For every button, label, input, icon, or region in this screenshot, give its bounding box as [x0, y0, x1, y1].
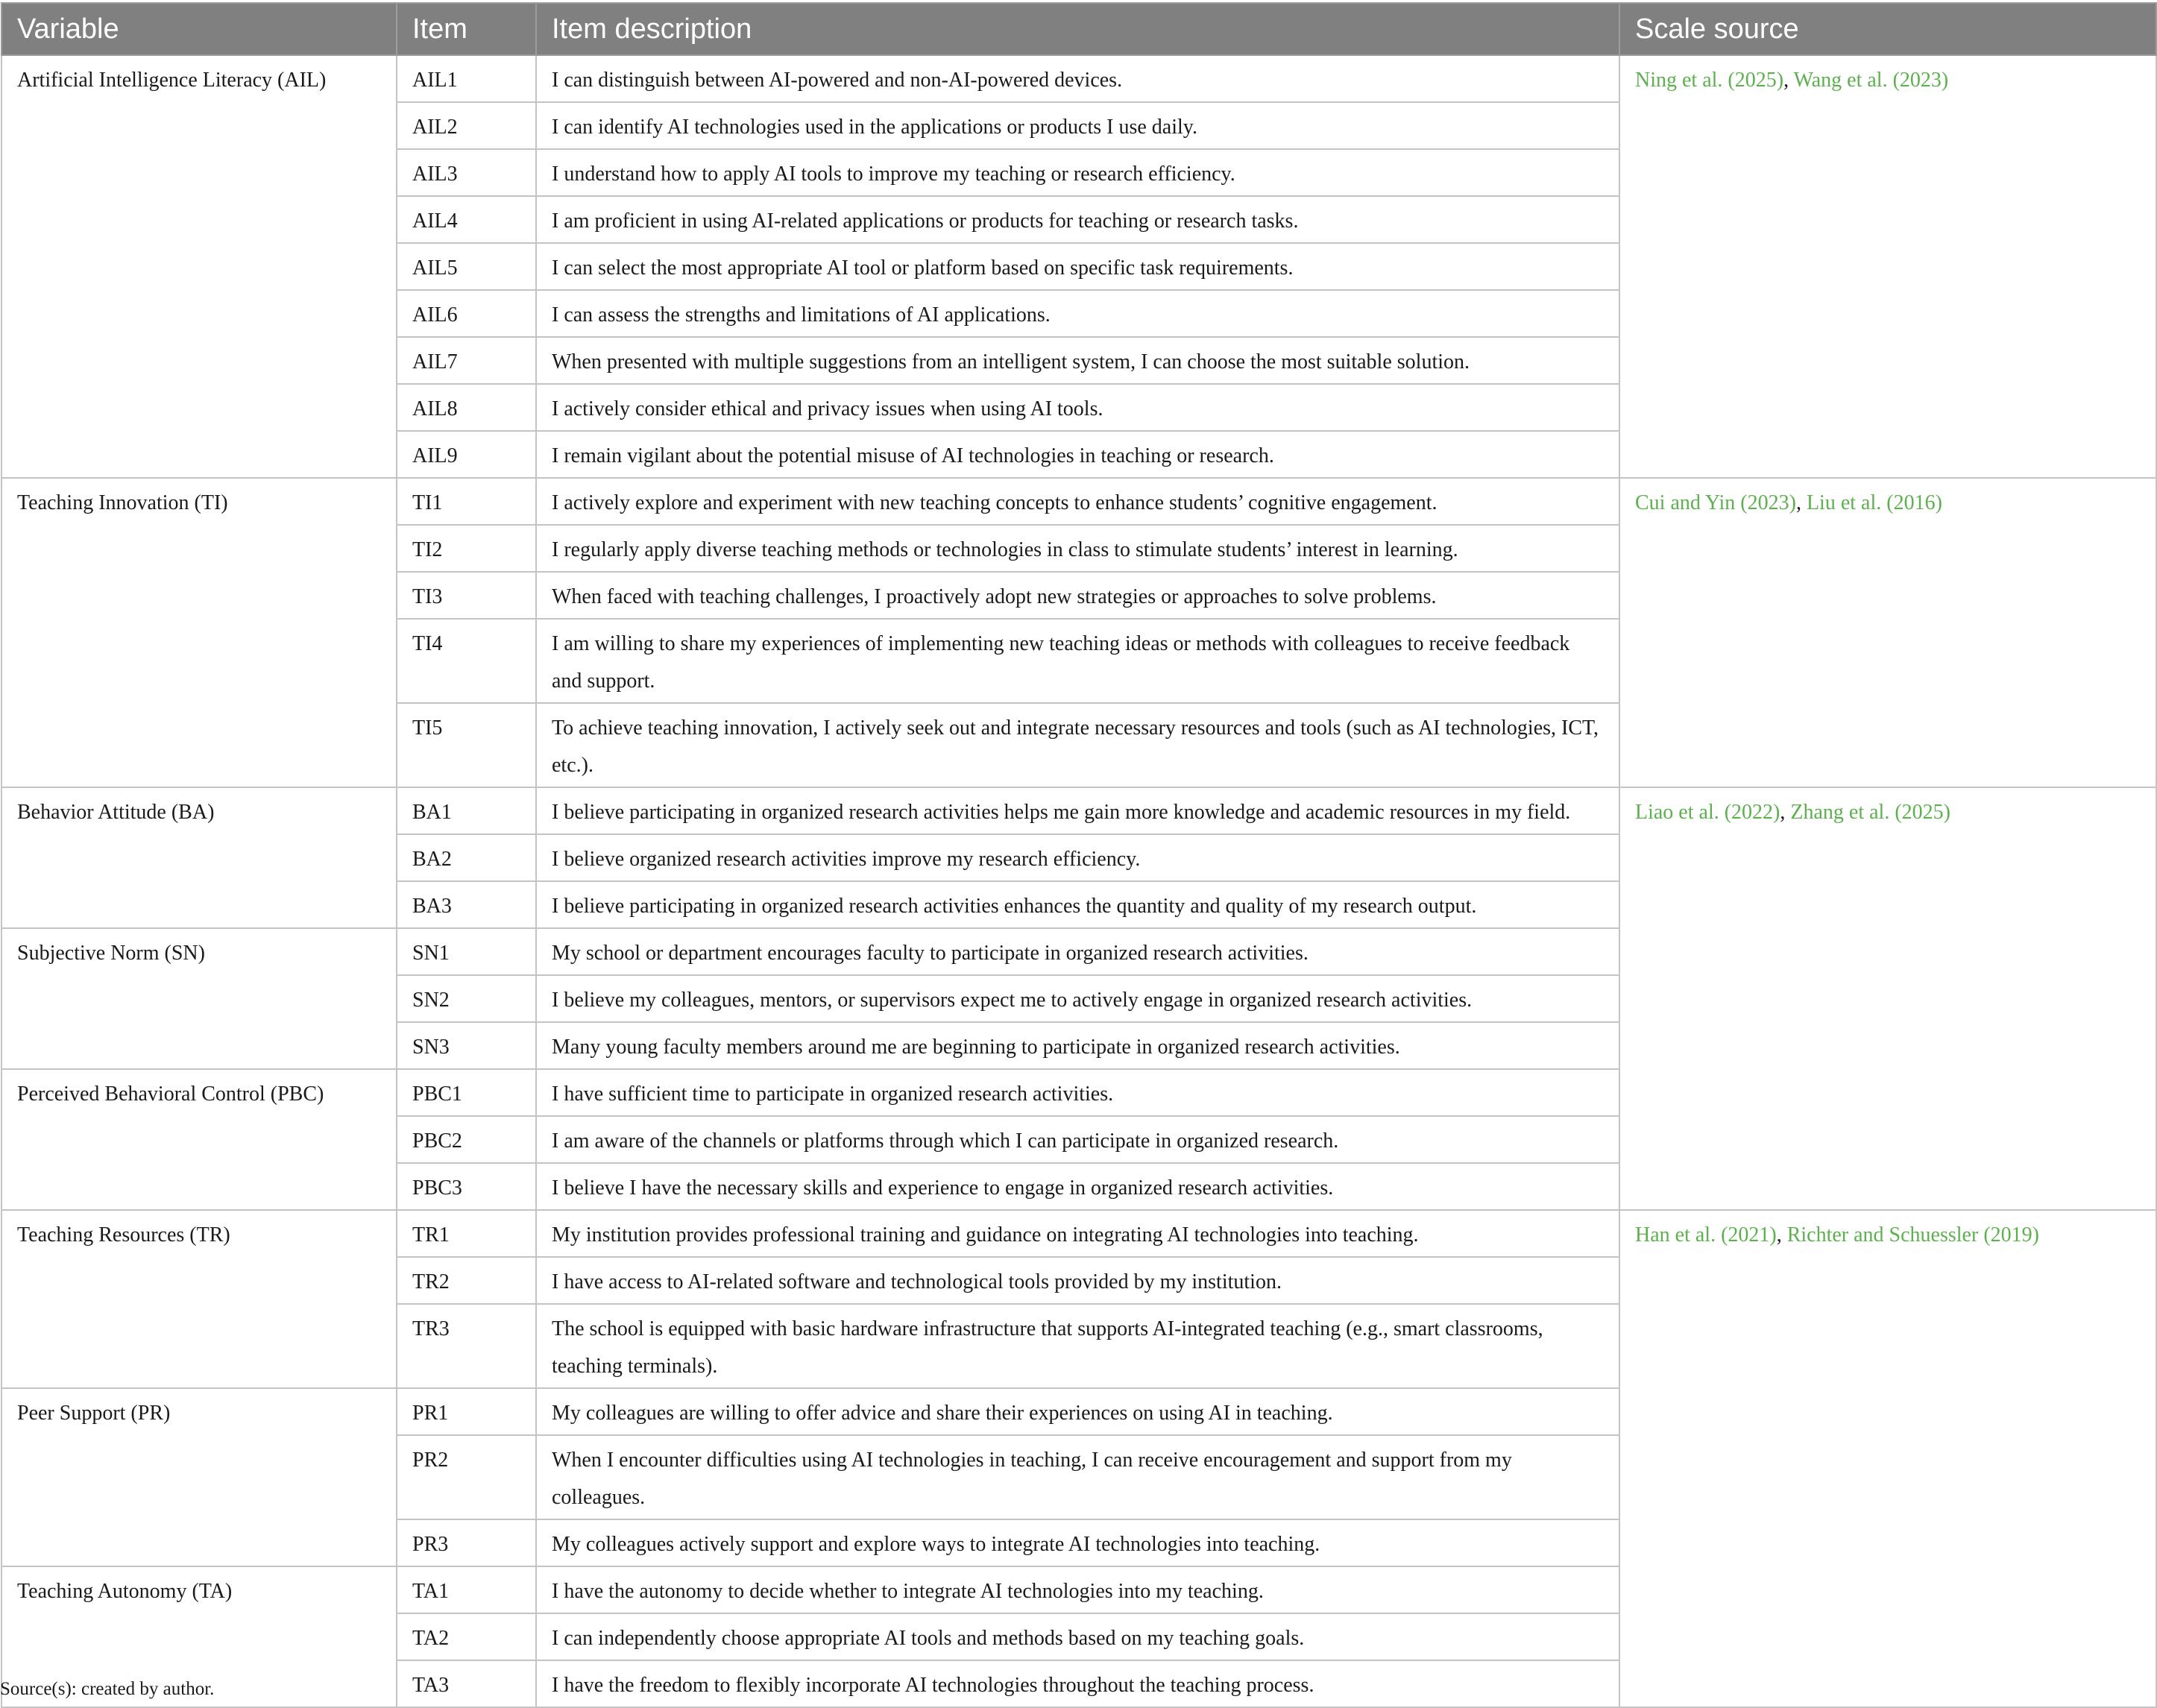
source-note: Source(s): created by author.: [0, 1679, 215, 1699]
cell-item-description: I can assess the strengths and limitations of AI applications.: [536, 290, 1619, 337]
cell-item-id: BA3: [397, 881, 536, 928]
cell-item-id: TI5: [397, 703, 536, 787]
cell-item-id: SN3: [397, 1022, 536, 1069]
cell-item-description: I believe my colleagues, mentors, or supervisors expect me to actively engage in organized research activities.: [536, 975, 1619, 1022]
source-citation-link[interactable]: Zhang et al. (2025): [1790, 801, 1950, 824]
cell-item-description: I believe participating in organized research activities enhances the quantity and quality of my research output.: [536, 881, 1619, 928]
cell-item-id: AIL8: [397, 384, 536, 431]
source-citation-link[interactable]: Liao et al. (2022): [1635, 801, 1780, 824]
cell-variable: Teaching Innovation (TI): [1, 478, 397, 787]
cell-variable: Teaching Autonomy (TA): [1, 1566, 397, 1707]
cell-item-description: My school or department encourages faculty to participate in organized research activities.: [536, 928, 1619, 975]
cell-item-description: I am aware of the channels or platforms through which I can participate in organized research.: [536, 1116, 1619, 1163]
table-row: [1, 55, 2156, 102]
header-item: Item: [397, 3, 536, 55]
cell-item-id: SN1: [397, 928, 536, 975]
measurement-scale-table: [1, 2, 2157, 1708]
source-citation-link[interactable]: Cui and Yin (2023): [1635, 491, 1796, 514]
cell-item-description: I have the autonomy to decide whether to integrate AI technologies into my teaching.: [536, 1566, 1619, 1613]
cell-item-id: AIL2: [397, 102, 536, 149]
table-row: [1, 478, 2156, 525]
cell-item-id: PBC2: [397, 1116, 536, 1163]
cell-variable: Artificial Intelligence Literacy (AIL): [1, 55, 397, 478]
cell-item-id: BA1: [397, 787, 536, 834]
cell-item-description: To achieve teaching innovation, I actively seek out and integrate necessary resources and tools (such as AI technologies, ICT, etc.).: [536, 703, 1619, 787]
cell-item-description: I believe organized research activities improve my research efficiency.: [536, 834, 1619, 881]
cell-item-id: TI3: [397, 572, 536, 619]
cell-item-id: AIL9: [397, 431, 536, 478]
source-citation-link[interactable]: Liu et al. (2016): [1806, 491, 1942, 514]
cell-item-description: I have access to AI-related software and technological tools provided by my institution.: [536, 1257, 1619, 1304]
header-scale-source: Scale source: [1619, 3, 2156, 55]
cell-scale-source: Han et al. (2021), Richter and Schuessler (2019): [1619, 1210, 2156, 1707]
cell-scale-source: Liao et al. (2022), Zhang et al. (2025): [1619, 787, 2156, 1210]
cell-item-id: TA1: [397, 1566, 536, 1613]
cell-variable: Perceived Behavioral Control (PBC): [1, 1069, 397, 1210]
cell-item-description: When faced with teaching challenges, I proactively adopt new strategies or approaches to solve problems.: [536, 572, 1619, 619]
cell-item-id: AIL5: [397, 243, 536, 290]
cell-item-id: TR2: [397, 1257, 536, 1304]
cell-item-id: AIL1: [397, 55, 536, 102]
table-header-row: [1, 3, 2156, 55]
table-body: [1, 55, 2156, 1707]
cell-item-id: TR1: [397, 1210, 536, 1257]
cell-item-description: I can identify AI technologies used in the applications or products I use daily.: [536, 102, 1619, 149]
source-citation-link[interactable]: Han et al. (2021): [1635, 1223, 1777, 1247]
cell-item-description: I actively consider ethical and privacy issues when using AI tools.: [536, 384, 1619, 431]
cell-item-description: I have sufficient time to participate in organized research activities.: [536, 1069, 1619, 1116]
cell-item-id: PR1: [397, 1388, 536, 1435]
table-row: [1, 787, 2156, 834]
cell-item-id: TI2: [397, 525, 536, 572]
cell-item-description: I believe I have the necessary skills and experience to engage in organized research activities.: [536, 1163, 1619, 1210]
cell-item-description: I understand how to apply AI tools to improve my teaching or research efficiency.: [536, 149, 1619, 196]
cell-variable: Behavior Attitude (BA): [1, 787, 397, 928]
cell-item-description: My colleagues are willing to offer advice and share their experiences on using AI in teaching.: [536, 1388, 1619, 1435]
cell-item-id: AIL7: [397, 337, 536, 384]
cell-item-description: When I encounter difficulties using AI technologies in teaching, I can receive encouragement and support from my colleagues.: [536, 1435, 1619, 1519]
source-citation-link[interactable]: Wang et al. (2023): [1793, 69, 1949, 92]
cell-item-description: I have the freedom to flexibly incorporate AI technologies throughout the teaching process.: [536, 1660, 1619, 1707]
cell-item-description: I regularly apply diverse teaching methods or technologies in class to stimulate students’ interest in learning.: [536, 525, 1619, 572]
cell-item-description: I am proficient in using AI-related applications or products for teaching or research tasks.: [536, 196, 1619, 243]
cell-item-description: My colleagues actively support and explore ways to integrate AI technologies into teaching.: [536, 1519, 1619, 1566]
cell-item-description: I am willing to share my experiences of implementing new teaching ideas or methods with colleagues to receive feedback and support.: [536, 619, 1619, 703]
cell-item-id: AIL6: [397, 290, 536, 337]
cell-variable: Teaching Resources (TR): [1, 1210, 397, 1388]
cell-item-id: PR2: [397, 1435, 536, 1519]
cell-item-id: PR3: [397, 1519, 536, 1566]
cell-scale-source: Cui and Yin (2023), Liu et al. (2016): [1619, 478, 2156, 787]
cell-scale-source: Ning et al. (2025), Wang et al. (2023): [1619, 55, 2156, 478]
cell-item-description: I remain vigilant about the potential misuse of AI technologies in teaching or research.: [536, 431, 1619, 478]
cell-item-id: BA2: [397, 834, 536, 881]
cell-item-id: TR3: [397, 1304, 536, 1388]
cell-item-description: I can independently choose appropriate AI tools and methods based on my teaching goals.: [536, 1613, 1619, 1660]
cell-variable: Subjective Norm (SN): [1, 928, 397, 1069]
cell-item-description: I can distinguish between AI-powered and non-AI-powered devices.: [536, 55, 1619, 102]
table-row: [1, 1210, 2156, 1257]
cell-item-id: TI4: [397, 619, 536, 703]
cell-item-description: When presented with multiple suggestions from an intelligent system, I can choose the most suitable solution.: [536, 337, 1619, 384]
cell-variable: Peer Support (PR): [1, 1388, 397, 1566]
cell-item-description: I can select the most appropriate AI tool or platform based on specific task requirements.: [536, 243, 1619, 290]
source-citation-link[interactable]: Ning et al. (2025): [1635, 69, 1784, 92]
cell-item-id: AIL4: [397, 196, 536, 243]
header-item-description: Item description: [536, 3, 1619, 55]
cell-item-description: I believe participating in organized research activities helps me gain more knowledge and academic resources in my field.: [536, 787, 1619, 834]
cell-item-id: SN2: [397, 975, 536, 1022]
cell-item-id: PBC1: [397, 1069, 536, 1116]
cell-item-id: AIL3: [397, 149, 536, 196]
cell-item-description: Many young faculty members around me are beginning to participate in organized research activities.: [536, 1022, 1619, 1069]
header-variable: Variable: [1, 3, 397, 55]
cell-item-id: TA3: [397, 1660, 536, 1707]
cell-item-description: My institution provides professional training and guidance on integrating AI technologies into teaching.: [536, 1210, 1619, 1257]
source-citation-link[interactable]: Richter and Schuessler (2019): [1786, 1223, 2039, 1247]
cell-item-description: I actively explore and experiment with new teaching concepts to enhance students’ cognitive engagement.: [536, 478, 1619, 525]
cell-item-description: The school is equipped with basic hardware infrastructure that supports AI-integrated teaching (e.g., smart classrooms, teaching terminals).: [536, 1304, 1619, 1388]
cell-item-id: PBC3: [397, 1163, 536, 1210]
cell-item-id: TA2: [397, 1613, 536, 1660]
cell-item-id: TI1: [397, 478, 536, 525]
